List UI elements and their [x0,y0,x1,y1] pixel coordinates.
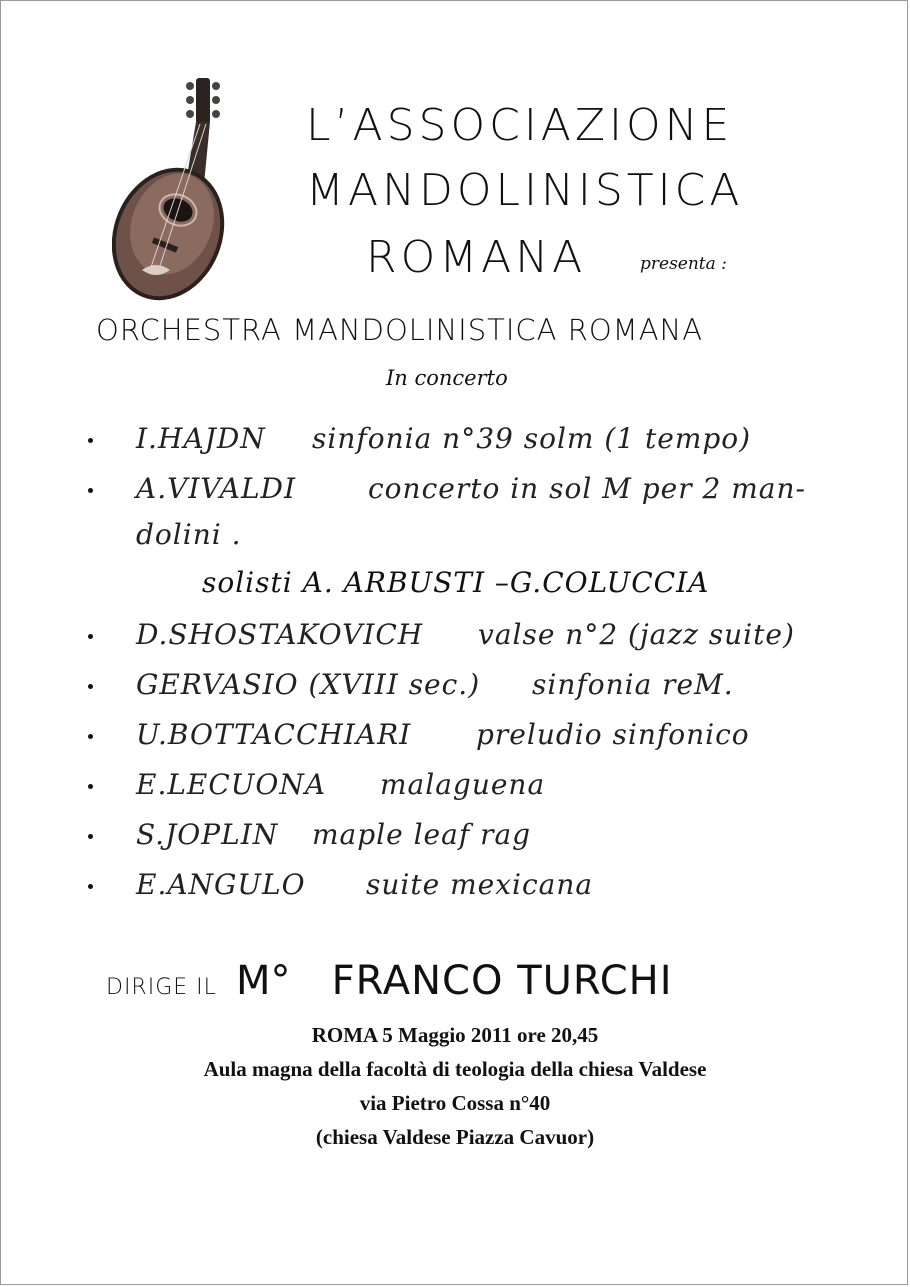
program-item [88,420,828,470]
bullet-icon [88,834,93,839]
program-item [88,766,828,816]
event-address: via Pietro Cossa n°40 [359,1091,551,1115]
bullet-icon [88,684,93,689]
program-item [88,666,828,716]
piece: preludio sinfonico [476,718,750,751]
event-date-time: ROMA 5 Maggio 2011 ore 20,45 [311,1023,599,1047]
association-title-line-3: ROMANA [366,232,587,283]
conductor-label: DIRIGE IL [106,975,217,1000]
conductor-title: M° [235,958,291,1004]
presenta-text: presenta : [640,254,727,274]
piece: concerto in sol M per 2 man- [368,472,806,505]
bullet-icon [88,634,93,639]
bullet-icon [88,884,93,889]
composer: A.VIVALDI [136,472,297,505]
concert-subtitle: In concerto [386,366,508,390]
composer: D.SHOSTAKOVICH [136,618,424,651]
program-item [88,470,828,566]
composer: E.LECUONA [136,768,327,801]
association-title-line-1: L’ASSOCIAZIONE [306,100,734,151]
soloists-line [88,566,828,616]
program-item [88,866,828,916]
composer: GERVASIO (XVIII sec.) [136,668,481,701]
bullet-icon [88,438,93,443]
event-info [0,1018,910,1154]
event-venue: Aula magna della facoltà di teologia della chiesa Valdese [203,1057,707,1081]
conductor-name: FRANCO TURCHI [331,958,673,1004]
composer: U.BOTTACCHIARI [136,718,412,751]
piece: malaguena [380,768,546,801]
piece: maple leaf rag [312,818,532,851]
program-item [88,816,828,866]
soloists: solisti A. ARBUSTI –G.COLUCCIA [202,566,710,599]
composer: I.HAJDN [136,422,266,455]
bullet-icon [88,784,93,789]
mandolin-icon [112,74,252,304]
composer: E.ANGULO [136,868,306,901]
piece: sinfonia reM. [532,668,734,701]
bullet-icon [88,488,93,493]
event-note: (chiesa Valdese Piazza Cavuor) [315,1125,595,1149]
conductor-line [106,958,673,1004]
orchestra-name: ORCHESTRA MANDOLINISTICA ROMANA [96,313,704,347]
piece-continuation: dolini . [136,518,242,551]
piece: suite mexicana [366,868,594,901]
piece: sinfonia n°39 solm (1 tempo) [312,422,752,455]
program-list [88,420,828,916]
composer: S.JOPLIN [136,818,279,851]
association-title-line-2: MANDOLINISTICA [306,165,744,216]
piece: valse n°2 (jazz suite) [478,618,795,651]
program-item [88,716,828,766]
bullet-icon [88,734,93,739]
program-item [88,616,828,666]
